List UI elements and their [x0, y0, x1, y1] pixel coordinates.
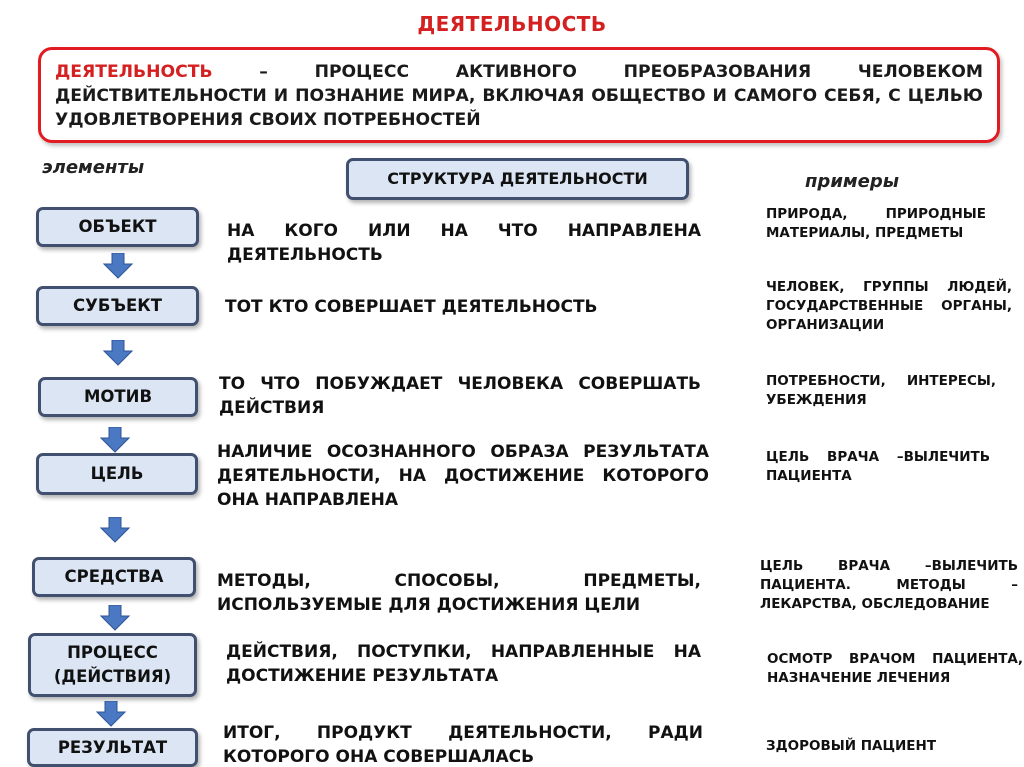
example-means: ЦЕЛЬ ВРАЧА –ВЫЛЕЧИТЬ ПАЦИЕНТА. МЕТОДЫ – ЛЕКАРСТВА, ОБСЛЕДОВАНИЕ	[760, 558, 1018, 612]
arrow-down-icon	[100, 517, 130, 543]
description-object: НА КОГО ИЛИ НА ЧТО НАПРАВЛЕНА ДЕЯТЕЛЬНОСТЬ	[227, 221, 701, 265]
element-box-result: РЕЗУЛЬТАТ	[27, 728, 198, 767]
definition-box	[38, 47, 1000, 143]
description-subject: ТОТ КТО СОВЕРШАЕТ ДЕЯТЕЛЬНОСТЬ	[225, 297, 598, 317]
arrow-down-icon	[103, 340, 133, 366]
example-result: ЗДОРОВЫЙ ПАЦИЕНТ	[766, 738, 937, 754]
element-box-object: ОБЪЕКТ	[36, 207, 199, 247]
description-means: МЕТОДЫ, СПОСОБЫ, ПРЕДМЕТЫ, ИСПОЛЬЗУЕМЫЕ ДЛЯ ДОСТИЖЕНИЯ ЦЕЛИ	[217, 571, 701, 615]
element-box-process: ПРОЦЕСС (ДЕЙСТВИЯ)	[28, 633, 197, 697]
elements-header: элементы	[42, 157, 145, 178]
example-motive: ПОТРЕБНОСТИ, ИНТЕРЕСЫ, УБЕЖДЕНИЯ	[766, 373, 996, 408]
example-object: ПРИРОДА, ПРИРОДНЫЕ МАТЕРИАЛЫ, ПРЕДМЕТЫ	[766, 206, 986, 241]
definition-term: ДЕЯТЕЛЬНОСТЬ	[55, 62, 213, 82]
example-goal: ЦЕЛЬ ВРАЧА –ВЫЛЕЧИТЬ ПАЦИЕНТА	[766, 449, 990, 484]
arrow-down-icon	[100, 427, 130, 453]
element-box-motive: МОТИВ	[38, 377, 198, 417]
description-process: ДЕЙСТВИЯ, ПОСТУПКИ, НАПРАВЛЕННЫЕ НА ДОСТИЖЕНИЕ РЕЗУЛЬТАТА	[226, 642, 701, 686]
example-subject: ЧЕЛОВЕК, ГРУППЫ ЛЮДЕЙ, ГОСУДАРСТВЕННЫЕ ОРГАНЫ, ОРГАНИЗАЦИИ	[766, 279, 1012, 333]
example-process: ОСМОТР ВРАЧОМ ПАЦИЕНТА, НАЗНАЧЕНИЕ ЛЕЧЕНИЯ	[767, 651, 1023, 686]
element-box-goal: ЦЕЛЬ	[36, 453, 198, 495]
description-result: ИТОГ, ПРОДУКТ ДЕЯТЕЛЬНОСТИ, РАДИ КОТОРОГО ОНА СОВЕРШАЛАСЬ	[223, 723, 703, 767]
description-goal: НАЛИЧИЕ ОСОЗНАННОГО ОБРАЗА РЕЗУЛЬТАТА ДЕЯТЕЛЬНОСТИ, НА ДОСТИЖЕНИЕ КОТОРОГО ОНА НАПРАВЛЕНА	[217, 442, 709, 510]
arrow-down-icon	[103, 253, 133, 279]
examples-header: примеры	[805, 171, 900, 192]
arrow-down-icon	[100, 605, 130, 631]
element-box-subject: СУБЪЕКТ	[36, 286, 199, 326]
arrow-down-icon	[96, 701, 126, 727]
description-motive: ТО ЧТО ПОБУЖДАЕТ ЧЕЛОВЕКА СОВЕРШАТЬ ДЕЙСТВИЯ	[219, 374, 701, 418]
structure-header: СТРУКТУРА ДЕЯТЕЛЬНОСТИ	[346, 158, 689, 200]
page-title: ДЕЯТЕЛЬНОСТЬ	[417, 12, 607, 36]
element-box-means: СРЕДСТВА	[32, 557, 196, 597]
definition-text: – ПРОЦЕСС АКТИВНОГО ПРЕОБРАЗОВАНИЯ ЧЕЛОВЕКОМ ДЕЙСТВИТЕЛЬНОСТИ И ПОЗНАНИЕ МИРА, ВКЛЮЧАЯ ОБЩЕСТВО И САМОГО СЕБЯ, С ЦЕЛЬЮ УДОВЛЕТВОРЕНИЯ СВОИХ ПОТРЕБНОСТЕЙ	[55, 62, 983, 130]
